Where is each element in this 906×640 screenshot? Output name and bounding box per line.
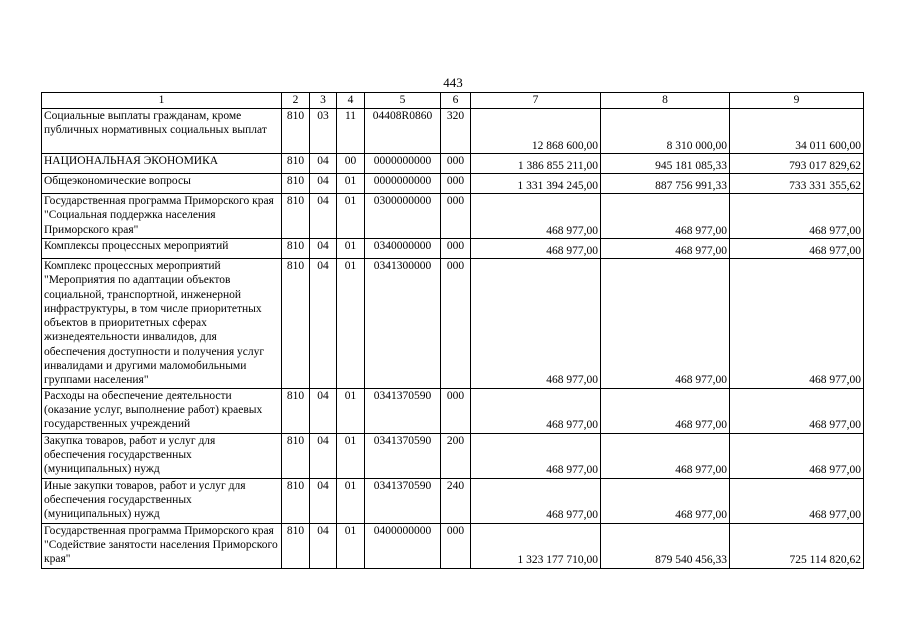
amount-col-7: 1 323 177 710,00	[471, 523, 601, 568]
column-number: 3	[310, 93, 337, 109]
target-article-code: 0341370590	[365, 388, 441, 433]
amount-col-8: 887 756 991,33	[601, 174, 730, 194]
grbs-code: 810	[282, 259, 310, 389]
budget-table	[41, 92, 864, 569]
amount-col-9: 468 977,00	[730, 259, 864, 389]
amount-col-9: 468 977,00	[730, 478, 864, 523]
expense-type-code: 000	[441, 154, 471, 174]
amount-col-9: 468 977,00	[730, 239, 864, 259]
target-article-code: 0400000000	[365, 523, 441, 568]
target-article-code: 0000000000	[365, 154, 441, 174]
row-name: Социальные выплаты гражданам, кроме публичных нормативных социальных выплат	[42, 109, 282, 154]
section-code: 04	[310, 154, 337, 174]
amount-col-9: 468 977,00	[730, 433, 864, 478]
row-name: Закупка товаров, работ и услуг для обеспечения государственных (муниципальных) нужд	[42, 433, 282, 478]
amount-col-8: 468 977,00	[601, 478, 730, 523]
amount-col-9: 468 977,00	[730, 194, 864, 239]
expense-type-code: 000	[441, 259, 471, 389]
table-row	[42, 478, 864, 523]
grbs-code: 810	[282, 109, 310, 154]
table-row	[42, 109, 864, 154]
grbs-code: 810	[282, 174, 310, 194]
amount-col-8: 468 977,00	[601, 194, 730, 239]
expense-type-code: 000	[441, 174, 471, 194]
row-name: Комплекс процессных мероприятий "Мероприятия по адаптации объектов социальной, транспортной, инженерной инфраструктуры, в том числе приоритетных объектов в приоритетных сферах жизнедеятельности инвалидов, для обеспечения доступности и получения услуг инвалидами и другими маломобильными группами населения"	[42, 259, 282, 389]
amount-col-8: 468 977,00	[601, 433, 730, 478]
target-article-code: 04408R0860	[365, 109, 441, 154]
section-code: 04	[310, 239, 337, 259]
table-row	[42, 174, 864, 194]
target-article-code: 0341370590	[365, 478, 441, 523]
table-row	[42, 259, 864, 389]
target-article-code: 0341300000	[365, 259, 441, 389]
amount-col-7: 12 868 600,00	[471, 109, 601, 154]
amount-col-8: 945 181 085,33	[601, 154, 730, 174]
row-name: Государственная программа Приморского края "Содействие занятости населения Приморского края"	[42, 523, 282, 568]
expense-type-code: 000	[441, 194, 471, 239]
subsection-code: 01	[337, 174, 365, 194]
target-article-code: 0341370590	[365, 433, 441, 478]
amount-col-8: 468 977,00	[601, 239, 730, 259]
table-row	[42, 239, 864, 259]
grbs-code: 810	[282, 154, 310, 174]
subsection-code: 01	[337, 433, 365, 478]
section-code: 04	[310, 433, 337, 478]
subsection-code: 01	[337, 523, 365, 568]
table-row	[42, 433, 864, 478]
grbs-code: 810	[282, 478, 310, 523]
section-code: 04	[310, 259, 337, 389]
grbs-code: 810	[282, 239, 310, 259]
expense-type-code: 320	[441, 109, 471, 154]
grbs-code: 810	[282, 388, 310, 433]
row-name: Расходы на обеспечение деятельности (оказание услуг, выполнение работ) краевых государственных учреждений	[42, 388, 282, 433]
amount-col-7: 1 386 855 211,00	[471, 154, 601, 174]
section-code: 04	[310, 523, 337, 568]
amount-col-7: 468 977,00	[471, 239, 601, 259]
expense-type-code: 000	[441, 239, 471, 259]
section-code: 04	[310, 174, 337, 194]
grbs-code: 810	[282, 523, 310, 568]
amount-col-7: 468 977,00	[471, 478, 601, 523]
row-name: Комплексы процессных мероприятий	[42, 239, 282, 259]
target-article-code: 0300000000	[365, 194, 441, 239]
table-row	[42, 388, 864, 433]
amount-col-8: 879 540 456,33	[601, 523, 730, 568]
column-number: 1	[42, 93, 282, 109]
amount-col-9: 733 331 355,62	[730, 174, 864, 194]
table-row	[42, 194, 864, 239]
section-code: 04	[310, 478, 337, 523]
amount-col-7: 468 977,00	[471, 433, 601, 478]
subsection-code: 01	[337, 478, 365, 523]
amount-col-9: 34 011 600,00	[730, 109, 864, 154]
row-name: НАЦИОНАЛЬНАЯ ЭКОНОМИКА	[42, 154, 282, 174]
subsection-code: 11	[337, 109, 365, 154]
amount-col-8: 8 310 000,00	[601, 109, 730, 154]
table-body	[42, 109, 864, 569]
amount-col-9: 725 114 820,62	[730, 523, 864, 568]
target-article-code: 0340000000	[365, 239, 441, 259]
subsection-code: 01	[337, 194, 365, 239]
table-row	[42, 523, 864, 568]
column-number: 5	[365, 93, 441, 109]
column-number: 6	[441, 93, 471, 109]
amount-col-8: 468 977,00	[601, 259, 730, 389]
column-number: 4	[337, 93, 365, 109]
subsection-code: 01	[337, 239, 365, 259]
column-number: 9	[730, 93, 864, 109]
subsection-code: 01	[337, 388, 365, 433]
grbs-code: 810	[282, 433, 310, 478]
expense-type-code: 200	[441, 433, 471, 478]
amount-col-7: 468 977,00	[471, 388, 601, 433]
subsection-code: 01	[337, 259, 365, 389]
page-number: 443	[443, 75, 463, 90]
section-code: 04	[310, 194, 337, 239]
expense-type-code: 000	[441, 388, 471, 433]
amount-col-9: 793 017 829,62	[730, 154, 864, 174]
row-name: Иные закупки товаров, работ и услуг для обеспечения государственных (муниципальных) нужд	[42, 478, 282, 523]
section-code: 03	[310, 109, 337, 154]
amount-col-8: 468 977,00	[601, 388, 730, 433]
column-number: 8	[601, 93, 730, 109]
column-number: 2	[282, 93, 310, 109]
amount-col-7: 468 977,00	[471, 259, 601, 389]
target-article-code: 0000000000	[365, 174, 441, 194]
column-number-row	[42, 93, 864, 109]
table-row	[42, 154, 864, 174]
subsection-code: 00	[337, 154, 365, 174]
expense-type-code: 240	[441, 478, 471, 523]
section-code: 04	[310, 388, 337, 433]
column-number: 7	[471, 93, 601, 109]
row-name: Государственная программа Приморского края "Социальная поддержка населения Приморского края"	[42, 194, 282, 239]
row-name: Общеэкономические вопросы	[42, 174, 282, 194]
amount-col-9: 468 977,00	[730, 388, 864, 433]
amount-col-7: 468 977,00	[471, 194, 601, 239]
expense-type-code: 000	[441, 523, 471, 568]
amount-col-7: 1 331 394 245,00	[471, 174, 601, 194]
grbs-code: 810	[282, 194, 310, 239]
